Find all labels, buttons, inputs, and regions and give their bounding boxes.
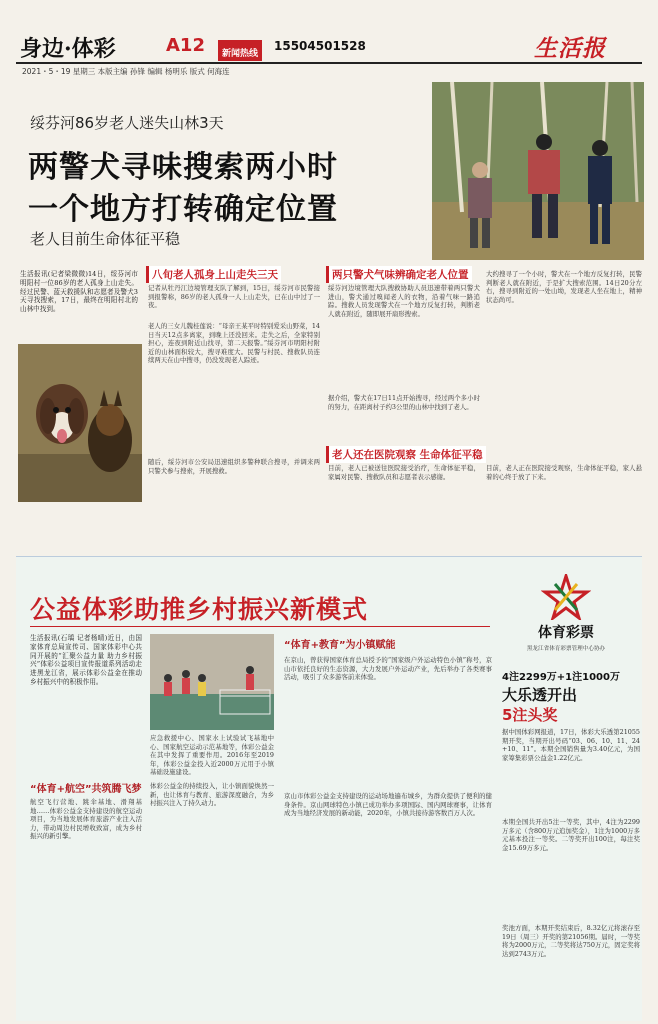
story1-sec3-text: 目前，老人已被送往医院接受治疗，生命体征平稳，家属对民警、搜救队员和志愿者表示感谢。 <box>328 464 480 481</box>
lottery-logo-sub: 黑龙江省体育彩票管理中心协办 <box>526 646 606 652</box>
page-number: A12 <box>166 35 205 56</box>
lottery-text-a: 据中国体彩网报道，17日，体彩大乐透第21055期开奖，当期开出号码“03、06、10、11、24+10、11”。本期全国销售量为3.40亿元，为国家筹集彩票公益金1.22亿元。 <box>502 728 640 762</box>
lottery-headline-1: 大乐透开出 <box>502 686 578 704</box>
story2-headline-rule <box>30 626 490 627</box>
story2-sub1-text: 航空飞行营地、跳伞基地、滑翔基地……体彩公益金支持建设的航空运动项目，为当地发展体育旅游产业注入活力，带动周边村民增收致富，成为乡村振兴的新引擎。 <box>30 798 142 841</box>
hotline-number: 15504501528 <box>274 39 366 53</box>
police-dog-art <box>18 344 142 502</box>
lottery-text-c: 奖池方面，本期开奖结束后，8.32亿元将滚存至19日（周三）开奖的第21056期。届时，一等奖将为2000万元，二等奖将达750万元，固定奖将达到2743万元。 <box>502 924 640 958</box>
story2-col2-text: 应急救援中心、国家水上试验试飞基地中心、国家航空运动示范基地等，体彩公益金在其中发挥了重要作用。2016年至2019年，体彩公益金投入近2000万元用于小镇基础设施建设。 <box>150 734 274 777</box>
page-header <box>0 0 658 78</box>
lottery-logo-text: 体育彩票 <box>538 625 594 641</box>
story2-col3-text: 京山市体彩公益金支持建设的运动场地遍布城乡，为群众提供了便利的健身条件。京山网球特色小镇已成功举办多项国际、国内网球赛事，让体育成为当地经济发展的新动能，2020年，小镇共接待游客数百万人次。 <box>284 792 492 818</box>
story2-headline: 公益体彩助推乡村振兴新模式 <box>30 595 369 624</box>
brand-logo: 生活报 <box>534 35 606 62</box>
story2-sub1: “体育+航空”共筑腾飞梦 <box>30 784 142 795</box>
story2-sub2-text: 在京山，曾获得国家体育总局授予的“国家级户外运动特色小镇”称号，京山市依托良好的生态资源，大力发展户外运动产业，先后举办了各类赛事活动，吸引了众多游客前来体验。 <box>284 656 492 682</box>
story1-headline-2: 一个地方打转确定位置 <box>28 192 338 227</box>
story2-lead: 生活报讯(石瑀 记者杨晴)近日，由国家体育总局宣传司、国家体彩中心共同开展的“汇聚公益力量 助力乡村振兴”体彩公益项目宣传报道系列活动走进黑龙江省，展示体彩公益金在推动乡村振兴中的积极作用。 <box>30 634 142 686</box>
story1-kicker: 绥芬河86岁老人迷失山林3天 <box>30 114 224 132</box>
story1-sec3-title: 老人还在医院观察 生命体征平稳 <box>326 446 486 463</box>
lottery-jackpot-line: 4注2299万+1注1000万 <box>502 672 620 683</box>
story1-sec1-title: 八旬老人孤身上山走失三天 <box>146 266 281 283</box>
section-title: 身边·体彩 <box>20 36 116 62</box>
children-photo <box>150 634 274 730</box>
story1-right-text-a: 大约搜寻了一个小时，警犬在一个地方反复打转，民警判断老人就在附近，于是扩大搜索范围。14日20分左右，搜寻到附近的一处山坳，发现老人坐在地上，精神状态尚可。 <box>486 270 642 304</box>
story1-sec1-text-b: 老人的三女儿魏桂莲说：“母亲王某平时特别爱采山野菜，14日当天12点多离家，到晚上还没回来。走失之后，全家特别担心，连夜到附近山找寻，第二天报警。”绥芬河市明阳村附近的山林面积较大，搜寻难度大。民警与村民、搜救队员连续两天在山中搜寻，仍没发现老人踪迹。 <box>148 322 320 365</box>
story1-sec2-text-b: 据介绍，警犬在17日11点开始搜寻，经过两个多小时的努力，在距离村子约3公里的山林中找到了老人。 <box>328 394 480 411</box>
police-dog-photo <box>18 344 142 502</box>
rescue-photo <box>432 82 644 260</box>
hotline-badge <box>218 40 262 61</box>
story1-right-text-b: 目前，老人正在医院接受观察，生命体征平稳，家人悬着的心终于放了下来。 <box>486 464 642 481</box>
story1-sec2-text-a: 绥芬河边境管理大队搜救协助人员迅速带着两只警犬进山，警犬通过嗅闻老人的衣物，沿着气味一路追踪。搜救人员发现警犬在一个地方反复打转，判断老人就在附近，随即展开扇形搜索。 <box>328 284 480 318</box>
lottery-text-b: 本期全国共开出5注一等奖，其中，4注为2299万多元（含800万元追加奖金），1注为1000万多元基本投注一等奖。二等奖开出100注，每注奖金15.69万多元。 <box>502 818 640 852</box>
story1-sec1-text-c: 随后，绥芬河市公安局迅速组织多警种联合搜寻，并调来两只警犬参与搜索，开展搜救。 <box>148 458 320 475</box>
story1-headline-1: 两警犬寻味搜索两小时 <box>28 150 338 185</box>
lottery-star-icon <box>541 574 591 620</box>
children-photo-art <box>150 634 274 730</box>
story1-sec2-title: 两只警犬气味辨确定老人位置 <box>326 266 472 283</box>
story2-col2-more: 体彩公益金的持续投入，让小镇面貌焕然一新，也让体育与教育、旅游深度融合，为乡村振兴注入了持久动力。 <box>150 782 274 808</box>
rescue-photo-art <box>432 82 644 260</box>
story1-subhead: 老人目前生命体征平稳 <box>30 230 181 248</box>
story2-sub2: “体育+教育”为小镇赋能 <box>284 640 396 651</box>
story1-headline-block <box>16 80 426 260</box>
header-rule <box>16 62 642 64</box>
story1-sec1-text-a: 记者从牡丹江边境管理支队了解到，15日，绥芬河市民警接到报警称，86岁的老人孤身一人上山走失，已在山中过了一夜。 <box>148 284 320 310</box>
hotline-label: 新闻热线 <box>222 49 259 59</box>
dateline: 2021・5・19 星期三 本版主编 孙锋 编辑 杨明乐 版式 何海连 <box>22 67 230 76</box>
lottery-headline-2: 5注头奖 <box>502 706 558 724</box>
story1-lead: 生活报讯(记者梁微微)14日，绥芬河市明阳村一位86岁的老人孤身上山走失。经过民警、蓝天救援队和志愿者及警犬3天寻找搜索，17日，最终在明阳村北的山林中找到。 <box>20 270 138 314</box>
sports-lottery-logo <box>500 574 632 654</box>
